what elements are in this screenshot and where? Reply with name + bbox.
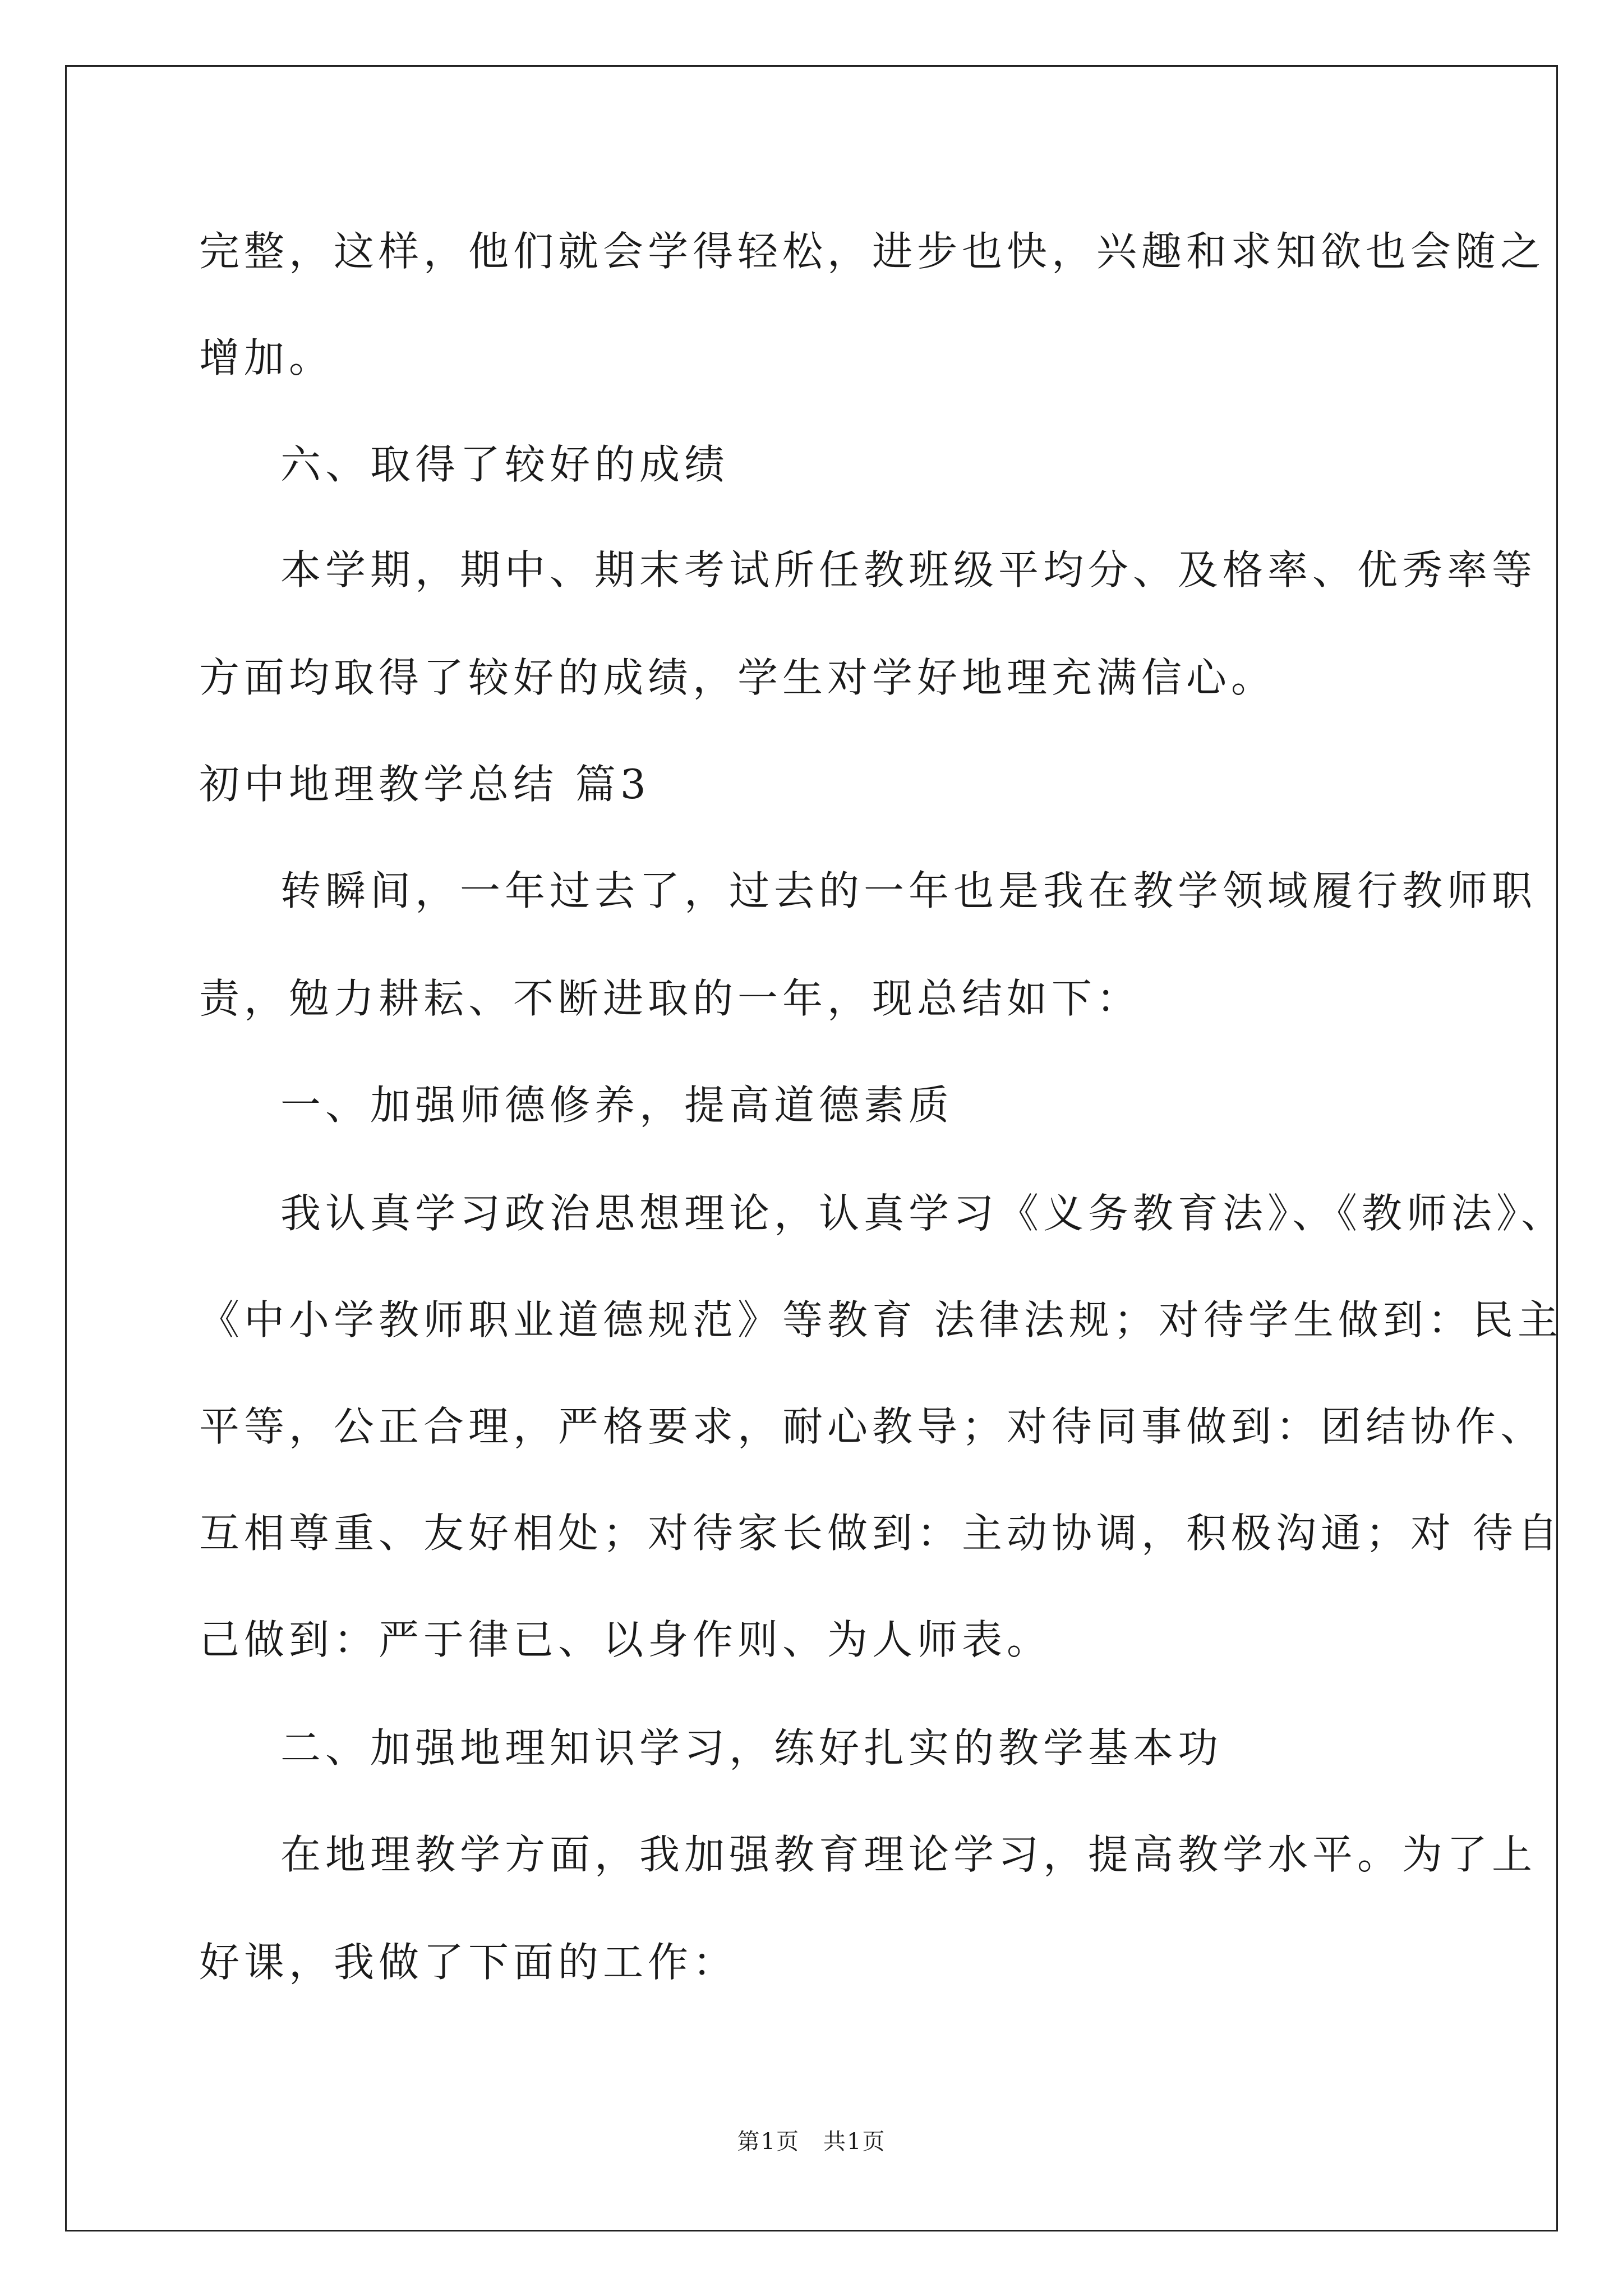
section-heading: 二、加强地理知识学习，练好扎实的教学基本功 bbox=[280, 1724, 1223, 1772]
section-heading: 六、取得了较好的成绩 bbox=[280, 441, 730, 488]
body-line: 责，勉力耕耘、不断进取的一年，现总结如下： bbox=[199, 975, 1142, 1022]
body-line: 本学期，期中、期末考试所任教班级平均分、及格率、优秀率等 bbox=[280, 546, 1537, 593]
body-line: 完整，这样，他们就会学得轻松，进步也快，兴趣和求知欲也会随之 bbox=[199, 228, 1546, 275]
article-title: 初中地理教学总结 篇3 bbox=[199, 761, 651, 808]
body-line: 在地理教学方面，我加强教育理论学习，提高教学水平。为了上 bbox=[280, 1831, 1537, 1878]
body-line: 互相尊重、友好相处；对待家长做到：主动协调，积极沟通；对 待自 bbox=[199, 1510, 1562, 1557]
body-line: 方面均取得了较好的成绩，学生对学好地理充满信心。 bbox=[199, 654, 1276, 701]
section-heading: 一、加强师德修养，提高道德素质 bbox=[280, 1082, 954, 1129]
body-line: 平等，公正合理，严格要求，耐心教导；对待同事做到：团结协作、 bbox=[199, 1403, 1546, 1450]
body-line: 我认真学习政治思想理论，认真学习《义务教育法》、《教师法》、 bbox=[280, 1190, 1566, 1237]
body-line: 《中小学教师职业道德规范》等教育 法律法规；对待学生做到：民主 bbox=[199, 1296, 1562, 1343]
page-border bbox=[65, 65, 1558, 2231]
body-line: 增加。 bbox=[199, 334, 334, 381]
body-line: 己做到：严于律已、以身作则、为人师表。 bbox=[199, 1616, 1052, 1663]
body-line: 转瞬间，一年过去了，过去的一年也是我在教学领域履行教师职 bbox=[280, 867, 1537, 914]
body-line: 好课，我做了下面的工作： bbox=[199, 1939, 738, 1986]
page-footer: 第1页 共1页 bbox=[737, 2129, 886, 2155]
